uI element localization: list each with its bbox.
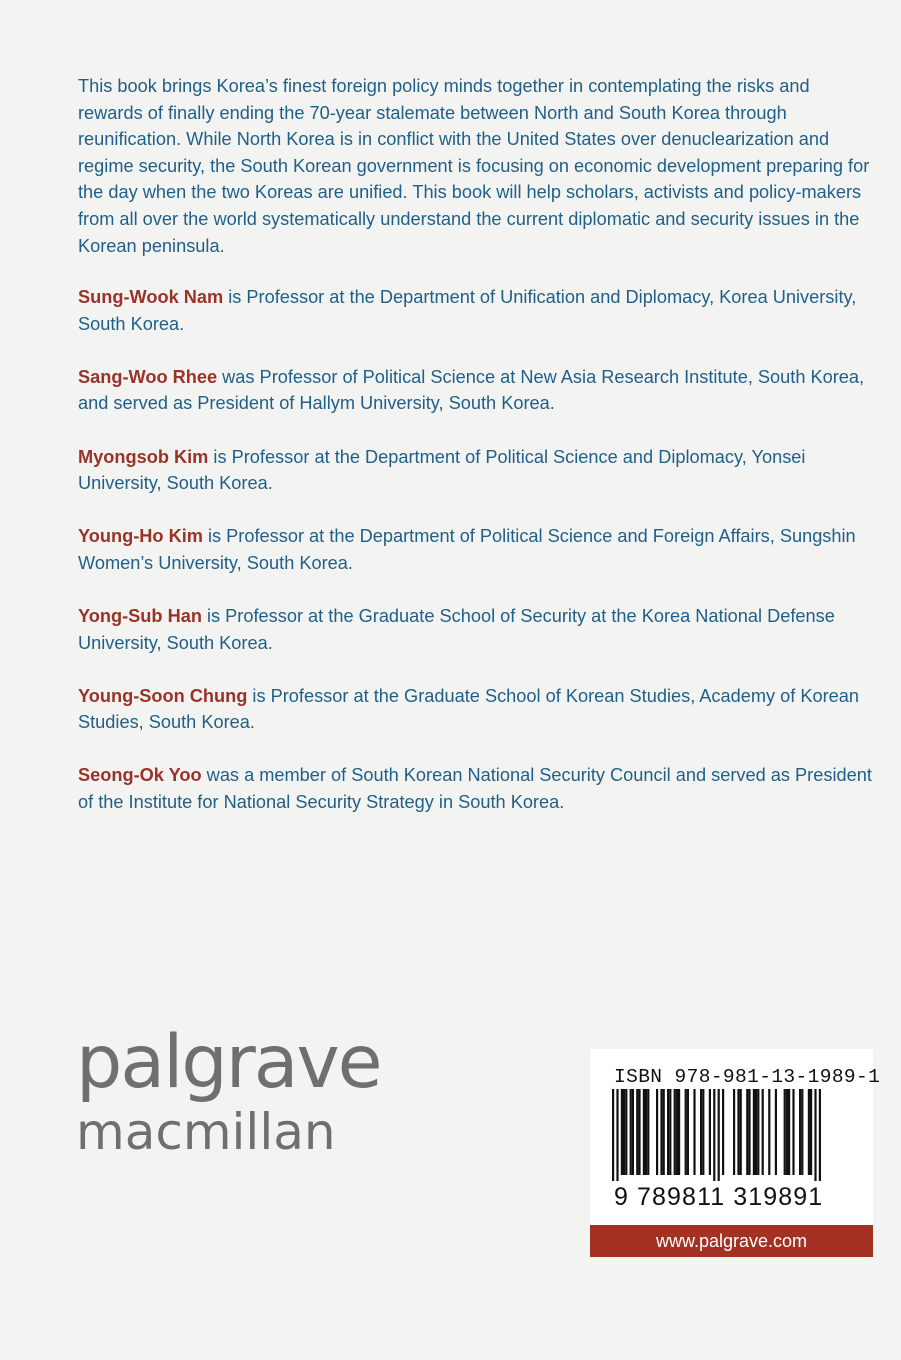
barcode-bar [722,1089,724,1175]
barcode-bar [775,1089,777,1175]
barcode-bar [713,1089,715,1181]
author-bio [78,523,878,576]
barcode-bar [621,1089,623,1175]
barcode-bar [768,1089,770,1175]
author-bio [78,603,878,656]
author-description: was a member of South Korean National Security Council and served as President of the Institute for National Security Strategy in South Korea. [78,765,872,812]
barcode-digits: 9 789811 319891 [614,1183,824,1211]
author-name: Myongsob Kim [78,446,209,467]
barcode-bar [667,1089,669,1175]
barcode-bar [737,1089,739,1175]
barcode-bar [687,1089,689,1175]
barcode-bar [700,1089,702,1175]
barcode-bar [678,1089,680,1175]
barcode-bar [674,1089,676,1175]
author-description: is Professor at the Graduate School of Security at the Korea National Defense University, South Korea. [78,605,835,653]
barcode-bar [660,1089,662,1175]
website-link[interactable]: www.palgrave.com [590,1225,873,1257]
barcode-bar [819,1089,821,1181]
author-description: is Professor at the Graduate School of Korean Studies, Academy of Korean Studies, South Korea. [78,685,860,733]
isbn-barcode-box [590,1049,881,1225]
author-name: Sang-Woo Rhee [78,366,218,387]
barcode-bar [748,1089,750,1175]
author-bio [78,364,878,417]
author-bio [78,683,878,736]
barcode-bar [801,1089,803,1175]
author-description: is Professor at the Department of Political Science and Diplomacy, Yonsei University, South Korea. [78,446,806,494]
barcode-bar [810,1089,812,1175]
barcode-bar [669,1089,671,1175]
isbn-label: ISBN 978-981-13-1989-1 [614,1066,881,1088]
book-description: This book brings Korea’s finest foreign policy minds together in contemplating the risks and rewards of finally ending the 70-year stalemate between North and South Korea through reunification. While North Korea is in conflict with the United States over denuclearization and regime security, the South Korean government is focusing on economic development preparing for the day when the two Koreas are unified. This book will help scholars, activists and policy-makers from all over the world systematically understand the current diplomatic and security issues in the Korean peninsula. [78,76,870,256]
barcode-bar [623,1089,625,1175]
author-bio [78,284,878,337]
barcode-bar [685,1089,687,1175]
barcode-bar [755,1089,757,1175]
barcode-bar [733,1089,735,1175]
barcode-bar [746,1089,748,1175]
barcode-bar [630,1089,632,1175]
barcode-bar [643,1089,645,1175]
author-description: was Professor of Political Science at New Asia Research Institute, South Korea, and served as President of Hallym University, South Korea. [78,366,865,414]
author-name: Sung-Wook Nam [78,287,224,308]
barcode-bar [792,1089,794,1175]
barcode-bar [636,1089,638,1175]
author-name: Seong-Ok Yoo [78,765,202,786]
barcode-bar [702,1089,704,1175]
barcode-bar [799,1089,801,1175]
barcode-bar [656,1089,658,1175]
barcode-bar [757,1089,759,1175]
barcode-bar [625,1089,627,1175]
back-cover-content [78,73,878,842]
barcode-bar [784,1089,786,1175]
author-name: Yong-Sub Han [78,605,202,626]
barcode-bar [616,1089,618,1181]
barcode-bar [808,1089,810,1175]
barcode-bar [709,1089,711,1175]
barcode-bar [612,1089,614,1181]
barcode-image [612,1089,852,1181]
publisher-logo-line2: macmillan [76,1103,336,1161]
barcode-bar [788,1089,790,1175]
barcode-bar [693,1089,695,1175]
barcode-bar [740,1089,742,1175]
barcode-bar [647,1089,649,1175]
barcode-bar [676,1089,678,1175]
author-description: is Professor at the Department of Unification and Diplomacy, Korea University, South Korea. [78,287,857,334]
barcode-bar [632,1089,634,1175]
publisher-logo-line1: palgrave [76,1020,381,1105]
barcode-bar [718,1089,720,1181]
barcode-bar [663,1089,665,1175]
author-name: Young-Ho Kim [78,526,203,547]
author-description: is Professor at the Department of Political Science and Foreign Affairs, Sungshin Women’s University, South Korea. [78,526,856,573]
barcode-bar [638,1089,640,1175]
barcode-bar [762,1089,764,1175]
author-bio [78,444,878,497]
barcode-bar [814,1089,816,1181]
barcode-bar [786,1089,788,1175]
author-name: Young-Soon Chung [78,685,248,706]
author-bio [78,762,878,815]
publisher-logo [76,1020,381,1161]
barcode-bar [753,1089,755,1175]
barcode-bar [645,1089,647,1175]
